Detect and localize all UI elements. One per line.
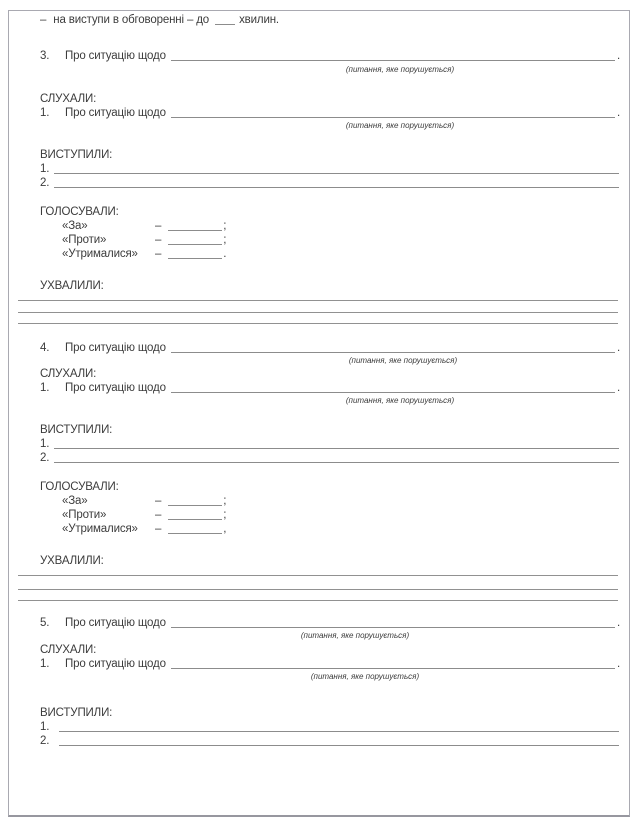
vote-punct: ; — [223, 509, 227, 521]
vote-label: «Утрималися» — [62, 248, 138, 260]
line-number: 1. — [40, 438, 50, 450]
speaker-line-row — [40, 163, 620, 176]
vote-label: «За» — [62, 495, 88, 507]
question-prefix: Про ситуацію щодо — [65, 107, 166, 119]
vote-dash: – — [155, 220, 162, 232]
line-number: 2. — [40, 735, 50, 747]
vote-punct: . — [223, 248, 227, 260]
vote-row-abstained — [40, 248, 620, 261]
question-number: 4. — [40, 342, 50, 354]
vote-blank-line — [168, 220, 222, 231]
question-prefix: Про ситуацію щодо — [65, 342, 166, 354]
vote-blank-line — [168, 248, 222, 259]
sub-number: 1. — [40, 658, 50, 670]
vote-row-abstained — [40, 523, 620, 536]
vote-label: «За» — [62, 220, 88, 232]
question-row — [40, 342, 620, 355]
line-number: 1. — [40, 721, 50, 733]
intro-tail: хвилин. — [239, 14, 279, 26]
vote-row-against — [40, 234, 620, 247]
vote-dash: – — [155, 234, 162, 246]
resolved-heading: УХВАЛИЛИ: — [40, 280, 104, 292]
vote-dash: – — [155, 248, 162, 260]
heard-heading: СЛУХАЛИ: — [40, 368, 97, 380]
minutes-blank-line — [215, 14, 235, 25]
question-prefix: Про ситуацію щодо — [65, 658, 166, 670]
question-prefix: Про ситуацію щодо — [65, 382, 166, 394]
ruled-line — [18, 575, 618, 576]
speaker-line-row — [40, 438, 620, 451]
vote-blank-line — [168, 509, 222, 520]
ruled-line — [18, 600, 618, 601]
blank-line — [54, 177, 619, 188]
blank-line — [54, 452, 619, 463]
voted-heading: ГОЛОСУВАЛИ: — [40, 481, 119, 493]
line-number: 2. — [40, 177, 50, 189]
heard-heading: СЛУХАЛИ: — [40, 644, 97, 656]
vote-punct: ; — [223, 234, 227, 246]
caption-question-note: (питання, яке порушується) — [310, 672, 420, 681]
vote-punct: , — [223, 523, 227, 535]
question-prefix: Про ситуацію щодо — [65, 50, 166, 62]
vote-dash: – — [155, 495, 162, 507]
vote-row-against — [40, 509, 620, 522]
question-blank-line — [171, 107, 615, 118]
speaker-line-row — [40, 735, 620, 748]
vote-row-for — [40, 495, 620, 508]
question-prefix: Про ситуацію щодо — [65, 617, 166, 629]
question-row — [40, 107, 620, 120]
spoke-heading: ВИСТУПИЛИ: — [40, 424, 113, 436]
caption-question-note: (питання, яке порушується) — [345, 121, 455, 130]
question-row — [40, 382, 620, 395]
end-period: . — [616, 107, 620, 119]
end-period: . — [616, 50, 620, 62]
vote-punct: ; — [223, 495, 227, 507]
intro-text: на виступи в обговоренні – до — [53, 14, 210, 26]
sub-number: 1. — [40, 107, 50, 119]
ruled-line — [18, 300, 618, 301]
document-content — [9, 11, 629, 815]
caption-question-note: (питання, яке порушується) — [300, 631, 410, 640]
caption-question-note: (питання, яке порушується) — [345, 65, 455, 74]
line-number: 1. — [40, 163, 50, 175]
spoke-heading: ВИСТУПИЛИ: — [40, 149, 113, 161]
vote-blank-line — [168, 495, 222, 506]
ruled-line — [18, 323, 618, 324]
line-number: 2. — [40, 452, 50, 464]
ruled-line — [18, 312, 618, 313]
vote-punct: ; — [223, 220, 227, 232]
question-row — [40, 617, 620, 630]
end-period: . — [616, 617, 620, 629]
heard-heading: СЛУХАЛИ: — [40, 93, 97, 105]
blank-line — [59, 735, 619, 746]
resolved-heading: УХВАЛИЛИ: — [40, 555, 104, 567]
question-blank-line — [171, 342, 615, 353]
question-blank-line — [171, 617, 615, 628]
bullet-dash: – — [40, 14, 47, 26]
spoke-heading: ВИСТУПИЛИ: — [40, 707, 113, 719]
blank-line — [59, 721, 619, 732]
vote-label: «Проти» — [62, 234, 107, 246]
speaker-line-row — [40, 721, 620, 734]
vote-dash: – — [155, 509, 162, 521]
end-period: . — [616, 342, 620, 354]
question-number: 3. — [40, 50, 50, 62]
vote-label: «Проти» — [62, 509, 107, 521]
question-number: 5. — [40, 617, 50, 629]
caption-question-note: (питання, яке порушується) — [345, 396, 455, 405]
intro-line — [40, 14, 620, 27]
ruled-line — [18, 589, 618, 590]
vote-blank-line — [168, 523, 222, 534]
caption-question-note: (питання, яке порушується) — [348, 356, 458, 365]
speaker-line-row — [40, 452, 620, 465]
question-blank-line — [171, 382, 615, 393]
vote-label: «Утрималися» — [62, 523, 138, 535]
speaker-line-row — [40, 177, 620, 190]
question-row — [40, 50, 620, 63]
end-period: . — [616, 658, 620, 670]
document-page — [8, 10, 630, 817]
end-period: . — [616, 382, 620, 394]
question-blank-line — [171, 658, 615, 669]
blank-line — [54, 163, 619, 174]
vote-dash: – — [155, 523, 162, 535]
question-blank-line — [171, 50, 615, 61]
sub-number: 1. — [40, 382, 50, 394]
vote-row-for — [40, 220, 620, 233]
voted-heading: ГОЛОСУВАЛИ: — [40, 206, 119, 218]
question-row — [40, 658, 620, 671]
vote-blank-line — [168, 234, 222, 245]
blank-line — [54, 438, 619, 449]
